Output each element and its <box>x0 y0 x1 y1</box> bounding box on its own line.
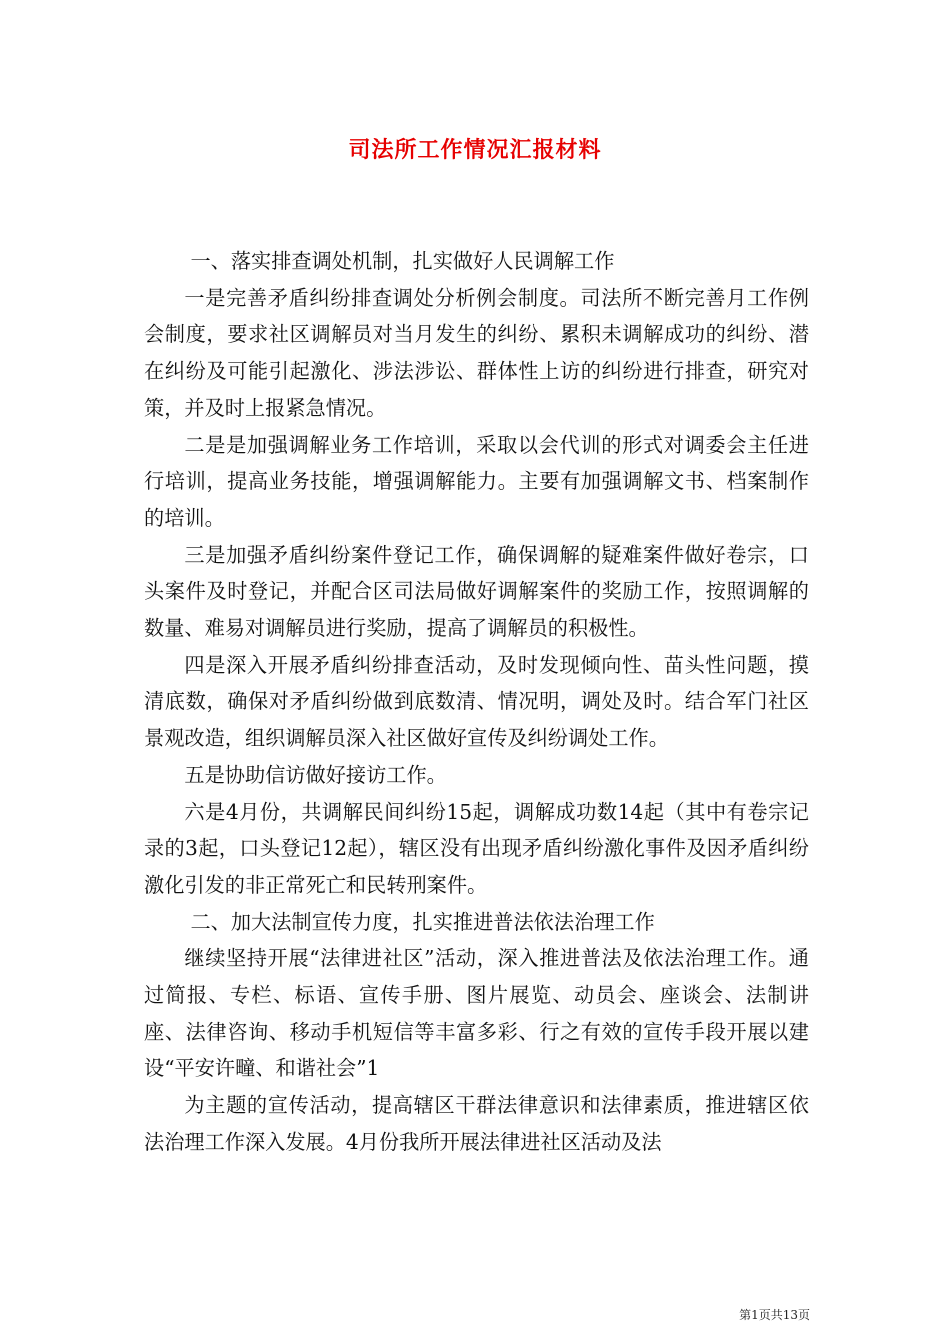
paragraph: 四是深入开展矛盾纠纷排查活动，及时发现倾向性、苗头性问题，摸清底数，确保对矛盾纠纷做到底数清、情况明，调处及时。结合军门社区景观改造，组织调解员深入社区做好宣传及纠纷调处工作。 <box>144 652 809 751</box>
paragraph: 继续坚持开展“法律进社区”活动，深入推进普法及依法治理工作。通过简报、专栏、标语、宣传手册、图片展览、动员会、座谈会、法制讲座、法律咨询、移动手机短信等丰富多彩、行之有效的宣传手段开展以建设“平安许疃、和谐社会”1 <box>144 946 809 1081</box>
page-number: 第1页共13页 <box>739 1308 810 1322</box>
paragraph: 六是4月份，共调解民间纠纷15起，调解成功数14起（其中有卷宗记录的3起，口头登记12起），辖区没有出现矛盾纠纷激化事件及因矛盾纠纷激化引发的非正常死亡和民转刑案件。 <box>144 799 809 897</box>
paragraph: 三是加强矛盾纠纷案件登记工作，确保调解的疑难案件做好卷宗，口头案件及时登记，并配合区司法局做好调解案件的奖励工作，按照调解的数量、难易对调解员进行奖励，提高了调解员的积极性。 <box>144 542 809 641</box>
paragraph: 二是是加强调解业务工作培训，采取以会代训的形式对调委会主任进行培训，提高业务技能，增强调解能力。主要有加强调解文书、档案制作的培训。 <box>144 432 809 530</box>
section-heading-1: 一、落实排查调处机制，扎实做好人民调解工作 <box>190 249 615 273</box>
document-body <box>144 243 809 1161</box>
paragraph: 五是协助信访做好接访工作。 <box>184 762 447 787</box>
document-title: 司法所工作情况汇报材料 <box>348 137 602 163</box>
paragraph: 为主题的宣传活动，提高辖区干群法律意识和法律素质，推进辖区依法治理工作深入发展。4月份我所开展法律进社区活动及法 <box>144 1093 809 1154</box>
paragraph: 一是完善矛盾纠纷排查调处分析例会制度。司法所不断完善月工作例会制度，要求社区调解员对当月发生的纠纷、累积未调解成功的纠纷、潜在纠纷及可能引起激化、涉法涉讼、群体性上访的纠纷进行排查，研究对策，并及时上报紧急情况。 <box>144 285 809 420</box>
section-heading-2: 二、加大法制宣传力度，扎实推进普法依法治理工作 <box>190 909 655 934</box>
